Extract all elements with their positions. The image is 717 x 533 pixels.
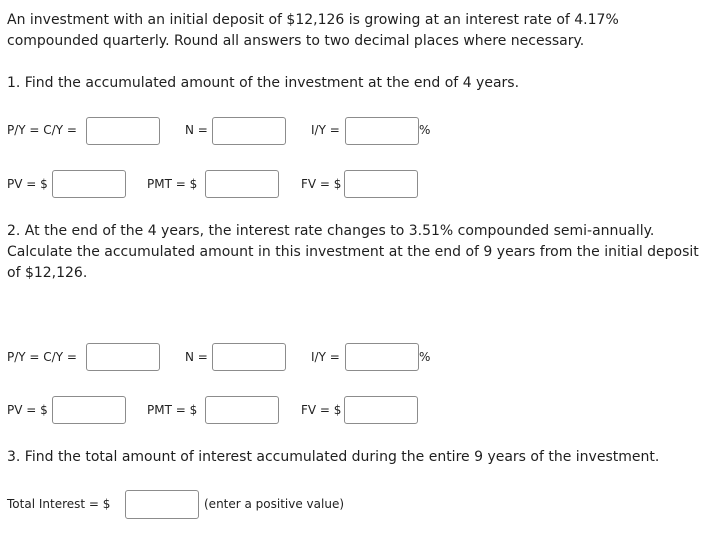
q2-py-cy-input[interactable]	[86, 343, 160, 371]
q1-iy-label: I/Y =	[311, 123, 340, 137]
q2-iy-label: I/Y =	[311, 350, 340, 364]
q2-n-input[interactable]	[212, 343, 286, 371]
q1-pmt-label: PMT = $	[147, 177, 198, 191]
q2-pv-label: PV = $	[7, 403, 48, 417]
q1-n-input[interactable]	[212, 117, 286, 145]
q2-py-cy-label: P/Y = C/Y =	[7, 350, 77, 364]
q1-py-cy-label: P/Y = C/Y =	[7, 123, 77, 137]
q1-fv-label: FV = $	[301, 177, 342, 191]
q1-pmt-input[interactable]	[205, 170, 279, 198]
q1-iy-input[interactable]	[345, 117, 419, 145]
problem-intro: An investment with an initial deposit of $12,126 is growing at an interest rate of 4.17% compounded quarterly. Round all answers to two decimal places where necessary.	[7, 12, 619, 49]
total-interest-label: Total Interest = $	[7, 497, 111, 511]
q2-pmt-input[interactable]	[205, 396, 279, 424]
q2-iy-input[interactable]	[345, 343, 419, 371]
q2-pv-input[interactable]	[52, 396, 126, 424]
q2-percent-label: %	[419, 350, 431, 364]
q1-fv-input[interactable]	[344, 170, 418, 198]
question-2-text: 2. At the end of the 4 years, the interest rate changes to 3.51% compounded semi-annually. Calculate the accumulated amount in this investment at the end of 9 years from the initial deposit of $12,126.	[7, 223, 699, 281]
q2-n-label: N =	[185, 350, 208, 364]
question-3-text: 3. Find the total amount of interest accumulated during the entire 9 years of the investment.	[7, 449, 660, 465]
q2-fv-input[interactable]	[344, 396, 418, 424]
total-interest-hint: (enter a positive value)	[204, 497, 345, 511]
q1-py-cy-input[interactable]	[86, 117, 160, 145]
q1-pv-label: PV = $	[7, 177, 48, 191]
q1-percent-label: %	[419, 123, 431, 137]
total-interest-input[interactable]	[125, 490, 199, 519]
question-1-text: 1. Find the accumulated amount of the investment at the end of 4 years.	[7, 75, 520, 91]
q1-pv-input[interactable]	[52, 170, 126, 198]
q2-fv-label: FV = $	[301, 403, 342, 417]
q1-n-label: N =	[185, 123, 208, 137]
q2-pmt-label: PMT = $	[147, 403, 198, 417]
